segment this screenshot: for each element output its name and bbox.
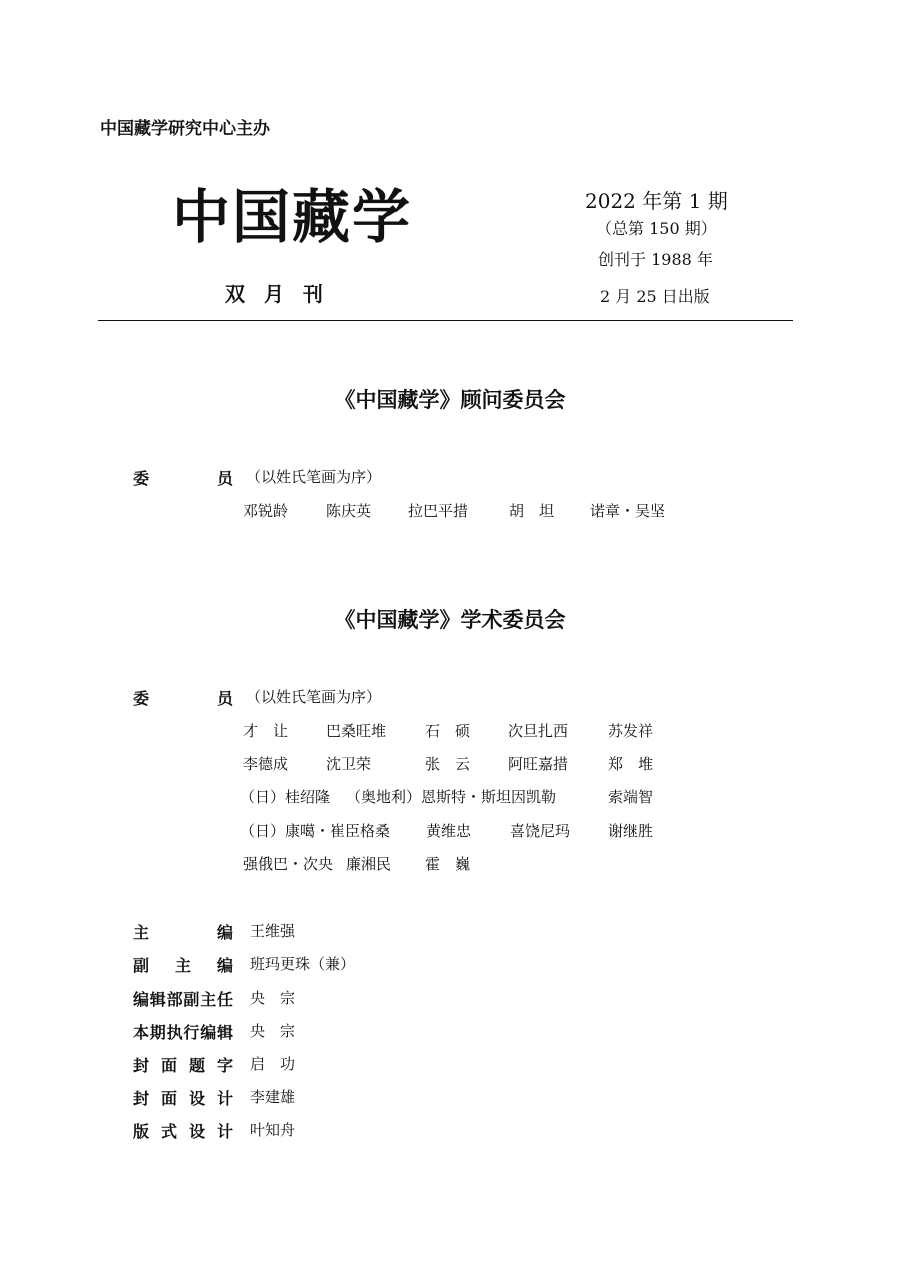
issue-number: 2022 年第 1 期	[585, 189, 728, 213]
academic-member: （日）桂绍隆	[240, 788, 331, 806]
academic-member: （奥地利）恩斯特・斯坦因凯勒	[346, 788, 557, 806]
staff-value: 启 功	[250, 1055, 296, 1073]
staff-value: 班玛更珠（兼）	[250, 955, 356, 973]
staff-value: 央 宗	[250, 1022, 296, 1040]
issue-total: （总第 150 期）	[596, 219, 717, 238]
staff-label: 编辑部副主任	[133, 990, 233, 1009]
academic-member: 张 云	[425, 755, 471, 773]
founded-year: 创刊于 1988 年	[598, 250, 713, 269]
staff-value: 李建雄	[250, 1088, 296, 1106]
academic-role-label-end: 员	[217, 689, 234, 708]
advisory-role-label-end: 员	[217, 469, 234, 488]
staff-label: 副主编	[133, 956, 233, 975]
academic-member: 次旦扎西	[508, 722, 569, 740]
staff-label: 本期执行编辑	[133, 1023, 233, 1042]
publication-frequency: 双 月 刊	[225, 282, 329, 306]
academic-member: 才 让	[243, 722, 289, 740]
academic-member: 沈卫荣	[326, 755, 372, 773]
staff-label: 封面设计	[133, 1089, 233, 1108]
academic-member: （日）康噶・崔臣格桑	[240, 822, 391, 840]
academic-member: 廉湘民	[346, 855, 392, 873]
journal-logo: 中国藏学	[172, 183, 413, 251]
advisory-member: 拉巴平措	[408, 502, 469, 520]
advisory-member: 陈庆英	[326, 502, 372, 520]
academic-member: 巴桑旺堆	[326, 722, 387, 740]
advisory-member: 胡 坦	[509, 502, 555, 520]
advisory-role-label-start: 委	[133, 469, 150, 488]
academic-member: 阿旺嘉措	[508, 755, 569, 773]
academic-committee-title: 《中国藏学》学术委员会	[334, 607, 566, 632]
academic-member: 石 硕	[425, 722, 471, 740]
academic-order-note: （以姓氏笔画为序）	[246, 688, 382, 706]
advisory-order-note: （以姓氏笔画为序）	[246, 468, 382, 486]
academic-member: 苏发祥	[608, 722, 654, 740]
academic-member: 李德成	[243, 755, 289, 773]
academic-member: 黄维忠	[426, 822, 472, 840]
staff-value: 央 宗	[250, 989, 296, 1007]
staff-value: 王维强	[250, 922, 296, 940]
publication-date: 2 月 25 日出版	[600, 287, 710, 306]
staff-label: 主编	[133, 923, 233, 942]
staff-label: 封面题字	[133, 1056, 233, 1075]
staff-label: 版式设计	[133, 1122, 233, 1141]
header-divider	[98, 320, 793, 321]
academic-member: 郑 堆	[608, 755, 654, 773]
academic-member: 索端智	[608, 788, 654, 806]
academic-member: 谢继胜	[608, 822, 654, 840]
staff-value: 叶知舟	[250, 1121, 296, 1139]
academic-member: 强俄巴・次央	[243, 855, 334, 873]
advisory-member: 邓锐龄	[243, 502, 289, 520]
academic-member: 喜饶尼玛	[510, 822, 571, 840]
advisory-member: 诺章・吴坚	[590, 502, 666, 520]
advisory-committee-title: 《中国藏学》顾问委员会	[334, 387, 566, 412]
sponsor-line: 中国藏学研究中心主办	[100, 119, 270, 139]
academic-role-label-start: 委	[133, 689, 150, 708]
academic-member: 霍 巍	[425, 855, 471, 873]
